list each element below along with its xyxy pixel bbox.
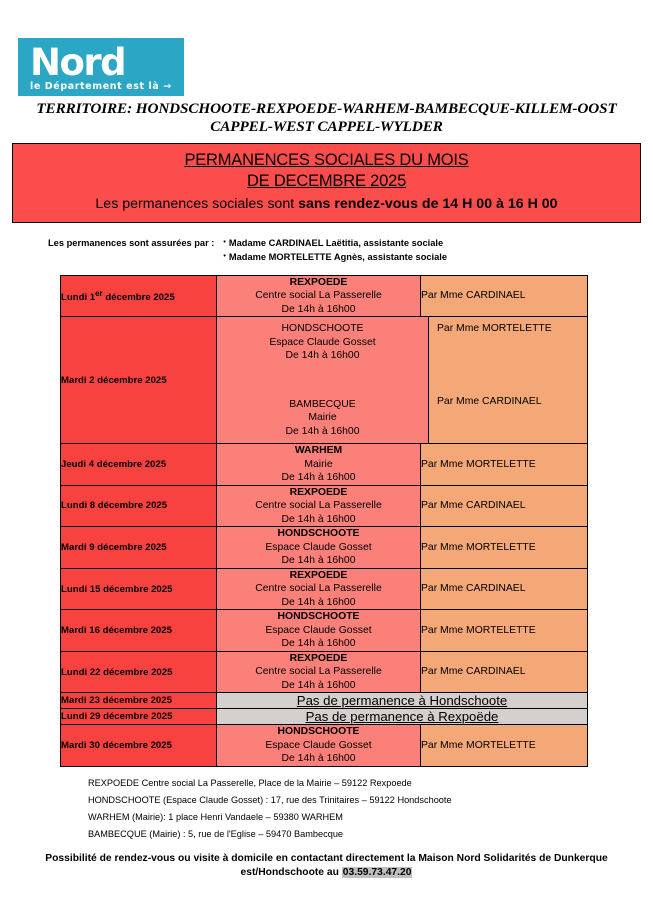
table-row [61,610,588,652]
location-venue: Centre social La Passerelle [255,290,382,302]
table-row [61,275,588,317]
location-time: De 14h à 16h00 [281,303,356,315]
row-worker-cell: Par Mme CARDINAEL [421,651,588,693]
location-place: BAMBECQUE [289,398,356,410]
location-venue: Mairie [304,458,333,470]
row-date-cell: Lundi 29 décembre 2025 [61,709,217,725]
session-worker-cell: Par Mme MORTELETTE [429,317,588,368]
staffing-note [0,236,653,265]
title-banner [12,143,641,223]
row-date-day: Lundi 1 [61,291,96,303]
list-item: REXPOEDE Centre social La Passerelle, Place de la Mairie – 59122 Rexpoede [88,778,412,788]
location-time: De 14h à 16h00 [281,753,356,765]
schedule-table-body [61,275,588,766]
location-time: De 14h à 16h00 [285,350,360,362]
location-time: De 14h à 16h00 [281,679,356,691]
contact-footer-line2-prefix: est/Hondschoote au [240,866,342,878]
session-worker-cell: Par Mme CARDINAEL [429,393,588,444]
row-location-cell [217,610,421,652]
row-date-cell: Mardi 16 décembre 2025 [61,610,217,652]
table-row [61,725,588,767]
location-place: HONDSCHOOTE [281,323,364,335]
worker-suffix: Laëtitia, assistante sociale [323,237,444,248]
location-venue: Centre social La Passerelle [255,583,382,595]
row-date-cell: Mardi 9 décembre 2025 [61,527,217,569]
list-item: BAMBECQUE (Mairie) : 5, rue de l'Eglise – 59470 Bambecque [88,829,344,840]
multi-session-table [217,317,587,443]
row-date-cell [61,275,217,317]
location-place: WARHEM [294,445,343,457]
session-location-cell [217,317,429,368]
nord-logo [18,38,184,96]
location-place: HONDSCHOOTE [277,726,360,738]
list-item [223,236,447,250]
location-time: De 14h à 16h00 [281,638,356,650]
list-item: HONDSCHOOTE (Espace Claude Gosset) : 17, rue des Trinitaires – 59122 Hondschoote [88,795,452,806]
location-place: REXPOEDE [289,569,348,581]
worker-prefix: Madame [228,237,269,248]
row-worker-cell: Par Mme MORTELETTE [421,725,588,767]
worker-surname: CARDINAEL [268,237,324,248]
location-venue: Mairie [308,412,337,424]
territory-title [6,100,647,137]
row-date-superscript: er [95,288,103,298]
table-row [61,651,588,693]
session-row [217,317,587,368]
contact-footer [18,852,635,880]
location-time: De 14h à 16h00 [281,513,356,525]
schedule-table-wrapper [0,265,653,767]
logo-wordmark: Nord [30,41,126,84]
row-location-cell [217,725,421,767]
row-worker-cell: Par Mme MORTELETTE [421,610,588,652]
table-row [61,527,588,569]
row-worker-cell: Par Mme MORTELETTE [421,527,588,569]
banner-subtitle [17,194,636,215]
row-location-cell [217,275,421,317]
logo-tagline: le Département est là → [30,81,172,92]
session-location-cell [217,393,429,444]
session-spacer-location [217,368,429,393]
worker-suffix: Agnès, assistante sociale [331,252,448,263]
list-item [223,250,447,264]
staffing-worker-list [223,236,447,265]
logo-area [0,0,653,96]
row-date-cell: Lundi 15 décembre 2025 [61,568,217,610]
row-date-cell: Lundi 8 décembre 2025 [61,485,217,527]
location-time: De 14h à 16h00 [281,472,356,484]
location-time: De 14h à 16h00 [281,596,356,608]
banner-heading-line2-text: DE DECEMBRE 2025 [246,172,407,191]
table-row [61,317,588,444]
address-list [0,775,653,843]
location-venue: Espace Claude Gosset [265,739,372,751]
row-location-cell [217,527,421,569]
location-venue: Centre social La Passerelle [255,500,382,512]
row-date-cell: Mardi 2 décembre 2025 [61,317,217,444]
table-row [61,485,588,527]
location-time: De 14h à 16h00 [281,555,356,567]
location-time: De 14h à 16h00 [285,425,360,437]
row-closed-cell [217,693,588,709]
session-spacer-worker [429,368,588,393]
staffing-label: Les permanences sont assurées par : [48,237,215,248]
row-worker-cell: Par Mme CARDINAEL [421,275,588,317]
row-date-cell: Lundi 22 décembre 2025 [61,651,217,693]
location-venue: Centre social La Passerelle [255,666,382,678]
table-row [61,568,588,610]
location-place: HONDSCHOOTE [277,528,360,540]
location-place: REXPOEDE [289,486,348,498]
location-place: HONDSCHOOTE [277,611,360,623]
location-venue: Espace Claude Gosset [265,541,372,553]
territory-title-line1: TERRITOIRE: HONDSCHOOTE-REXPOEDE-WARHEM-BAMBECQUE-KILLEM-OOST [36,99,617,117]
banner-heading-line2 [17,171,636,193]
banner-heading-line1-text: PERMANENCES SOCIALES DU MOIS [184,150,469,169]
territory-title-line2: CAPPEL-WEST CAPPEL-WYLDER [210,118,443,136]
row-location-cell [217,444,421,486]
banner-subtitle-prefix: Les permanences sociales sont [95,196,299,213]
row-location-cell [217,485,421,527]
location-venue: Espace Claude Gosset [265,624,372,636]
table-row [61,444,588,486]
row-date-rest: décembre 2025 [102,291,175,303]
schedule-table [60,275,588,767]
row-worker-cell: Par Mme MORTELETTE [421,444,588,486]
worker-prefix: Madame [228,252,269,263]
row-date-cell: Mardi 30 décembre 2025 [61,725,217,767]
row-worker-cell: Par Mme CARDINAEL [421,485,588,527]
row-date-cell: Mardi 23 décembre 2025 [61,693,217,709]
closed-notice-text: Pas de permanence à Hondschoote [296,693,508,709]
row-worker-cell: Par Mme CARDINAEL [421,568,588,610]
row-date-cell: Jeudi 4 décembre 2025 [61,444,217,486]
banner-subtitle-hours: sans rendez-vous de 14 H 00 à 16 H 00 [298,196,558,213]
closed-notice-text: Pas de permanence à Rexpoëde [305,709,499,725]
session-spacer-row [217,368,587,393]
list-item: WARHEM (Mairie): 1 place Henri Vandaele – 59380 WARHEM [88,812,343,823]
contact-phone-number: 03.59.73.47.20 [342,866,412,878]
table-row [61,709,588,725]
row-closed-cell [217,709,588,725]
session-row [217,393,587,444]
worker-surname: MORTELETTE [268,252,332,263]
table-row [61,693,588,709]
location-place: REXPOEDE [289,652,348,664]
banner-heading-line1 [17,150,636,172]
row-location-cell [217,568,421,610]
row-multi-session-cell [217,317,588,444]
location-place: REXPOEDE [289,276,348,288]
row-location-cell [217,651,421,693]
contact-footer-line1: Possibilité de rendez-vous ou visite à domicile en contactant directement la Maison Nord Solidarités de Dunkerque [45,853,608,865]
location-venue: Espace Claude Gosset [269,336,376,348]
